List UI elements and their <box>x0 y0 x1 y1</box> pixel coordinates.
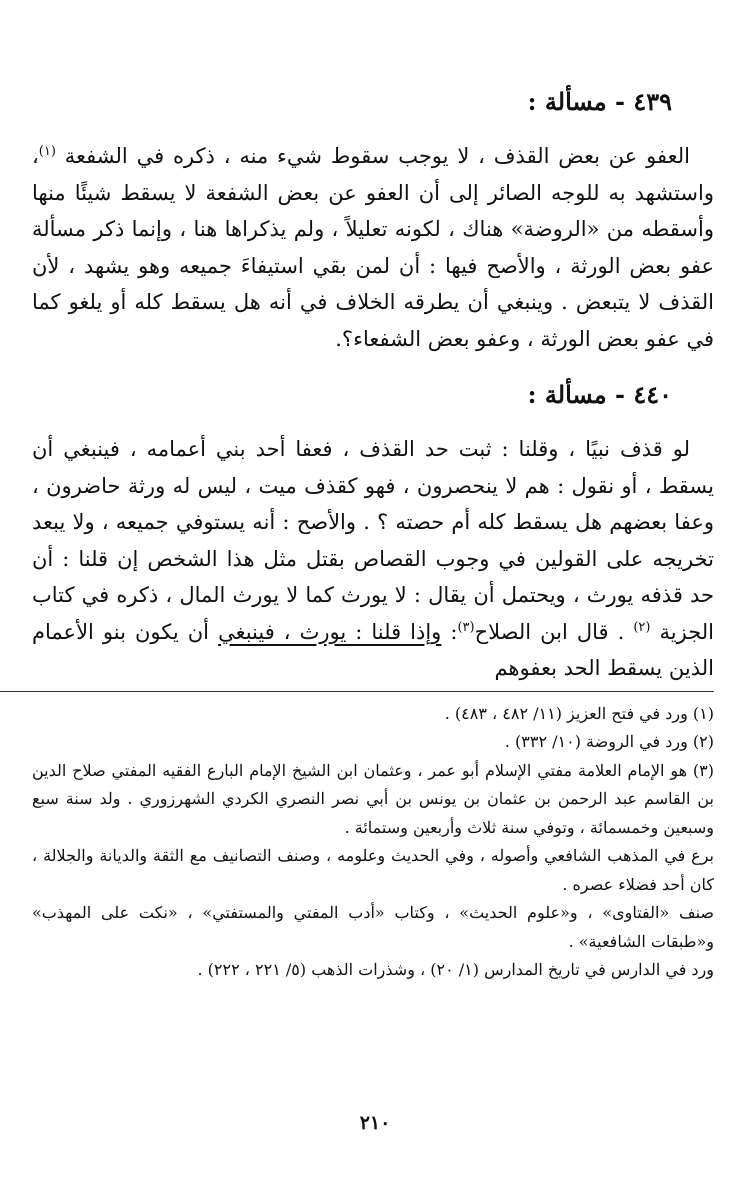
issue-440-heading: ٤٤٠ - مسألة : <box>527 380 672 409</box>
issue-439-paragraph <box>32 138 714 357</box>
footnote-3-continuation-3: ورد في الدارس في تاريخ المدارس (١/ ٢٠) ، وشذرات الذهب (٥/ ٢٢١ ، ٢٢٢) . <box>197 960 714 979</box>
footnote-ref-1: (١) <box>38 144 56 159</box>
footnote-ref-3: (٣) <box>457 619 475 635</box>
footnote-3: (٣) هو الإمام العلامة مفتي الإسلام أبو عمر ، وعثمان ابن الشيخ الإمام البارع الفقيه المفتي صلاح الدين بن القاسم عبد الرحمن بن عثمان بن يونس بن أبي نصر النصري الكردي الشهرزوري . ولد سنة سبع وسبعين وخمسمائة ، وتوفي سنة ثلاث وأربعين وستمائة . <box>32 760 714 837</box>
issue-440-paragraph <box>32 431 714 687</box>
issue-440-text-d: أن يكون بنو الأعمام الذين يسقط الحد بعفوهم <box>32 619 714 680</box>
issue-439-heading: ٤٣٩ - مسألة : <box>527 87 672 116</box>
issue-440-text-a: لو قذف نبيًا ، وقلنا : ثبت حد القذف ، فعفا أحد بني أعمامه ، فينبغي أن يسقط ، أو نقول : هم لا ينحصرون ، فهو كقذف ميت ، ليس له ورثة حاضرون ، وعفا بعضهم هل يسقط كله أم حصته ؟ . والأصح : أنه يستوفي جميعه ، ولا يبعد تخريجه على القولين في وجوب القصاص بقتل مثل هذا الشخص إن قلنا : أن حد قذفه يورث ، ويحتمل أن يقال : لا يورث كما لا يورث المال ، ذكره في كتاب الجزية <box>32 437 714 644</box>
footnote-2: (٢) ورد في الروضة (١٠/ ٣٣٢) . <box>504 732 714 751</box>
footnote-3-continuation-2: صنف «الفتاوى» ، و«علوم الحديث» ، وكتاب «أدب المفتي والمستفتي» ، «نكت على المهذب» و«طبقات الشافعية» . <box>32 903 714 951</box>
issue-439-text-b: ، واستشهد به للوجه الصائر إلى أن العفو عن بعض الشفعة لا يسقط شيئًا منها وأسقطه من «الروضة» هناك ، لكونه تعليلاً ، ولم يذكراها هنا ، وإنما ذكر مسألة عفو بعض الورثة ، والأصح فيها : أن لمن بقي استيفاءَ جميعه وهو يشهد ، لأن القذف لا يتبعض . وينبغي أن يطرقه الخلاف في أنه هل يسقط كله أو يلغو كما في عفو بعض الورثة ، وعفو بعض الشفعاء؟. <box>32 144 714 351</box>
issue-440-text-b: . قال ابن الصلاح <box>474 619 634 644</box>
footnote-divider <box>0 691 714 692</box>
issue-439-text-a: العفو عن بعض القذف ، لا يوجب سقوط شيء منه ، ذكره في الشفعة <box>55 144 690 168</box>
footnote-1: (١) ورد في فتح العزيز (١١/ ٤٨٢ ، ٤٨٣) . <box>444 703 714 723</box>
issue-440-underlined-text: وإذا قلنا : يورث ، فينبغي <box>218 619 442 644</box>
footnote-3-continuation-1: برع في المذهب الشافعي وأصوله ، وفي الحديث وعلومه ، وصنف التصانيف مع الثقة والديانة والجلالة ، كان أحد فضلاء عصره . <box>32 846 714 894</box>
issue-440-text-c: : <box>441 619 458 644</box>
footnotes <box>32 700 714 985</box>
footnote-ref-2: (٢) <box>633 619 651 635</box>
page-number: ٢١٠ <box>359 1112 391 1134</box>
